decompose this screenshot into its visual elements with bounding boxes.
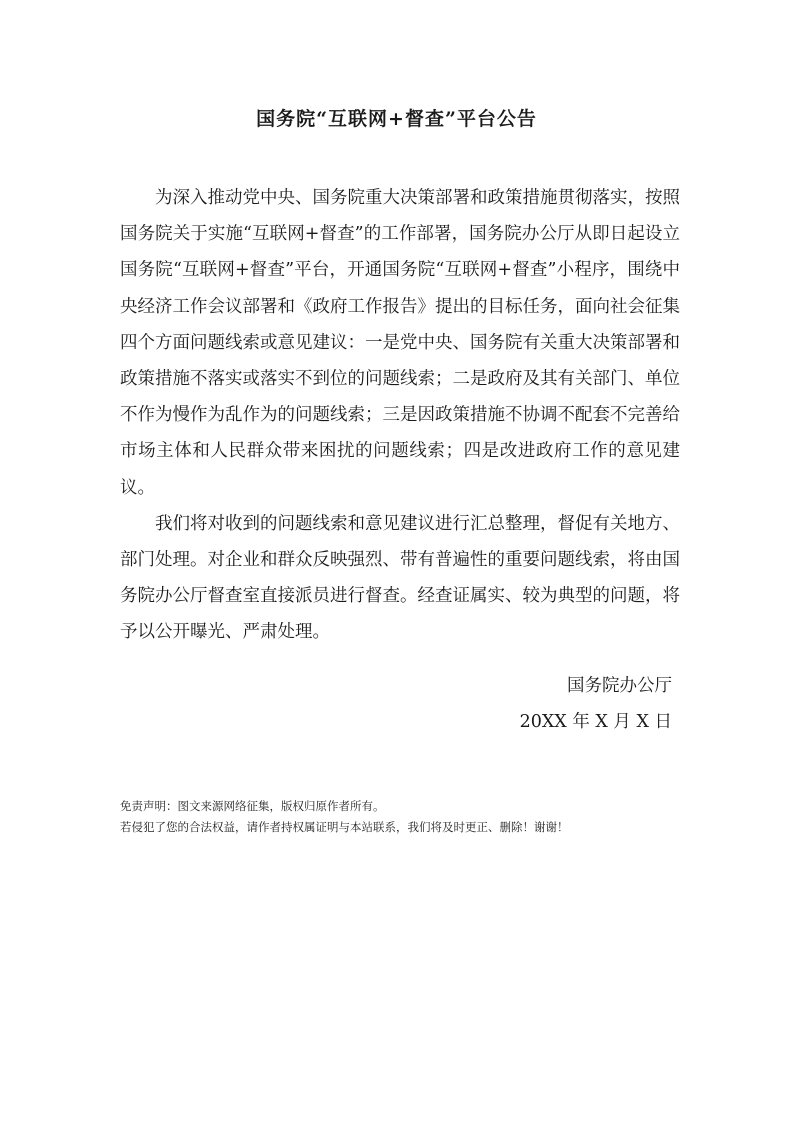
document-body <box>120 180 680 651</box>
disclaimer <box>120 796 720 838</box>
disclaimer-line: 免责声明：图文来源网络征集，版权归原作者所有。 <box>120 799 385 813</box>
page-title: 国务院“互联网+督查”平台公告 <box>256 108 537 130</box>
body-paragraph: 为深入推动党中央、国务院重大决策部署和政策措施贯彻落实，按照国务院关于实施“互联网+督查”的工作部署，国务院办公厅从即日起设立国务院“互联网+督查”平台，开通国务院“互联网+督查”小程序，围绕中央经济工作会议部署和《政府工作报告》提出的目标任务，面向社会征集四个方面问题线索或意见建议：一是党中央、国务院有关重大决策部署和政策措施不落实或落实不到位的问题线索；二是政府及其有关部门、单位不作为慢作为乱作为的问题线索；三是因政策措施不协调不配套不完善给市场主体和人民群众带来困扰的问题线索；四是改进政府工作的意见建议。 <box>120 188 680 498</box>
disclaimer-line: 若侵犯了您的合法权益，请作者持权属证明与本站联系，我们将及时更正、删除！谢谢！ <box>120 820 569 834</box>
signature-date: 20XX 年 X 月 X 日 <box>519 712 672 732</box>
body-paragraph: 我们将对收到的问题线索和意见建议进行汇总整理，督促有关地方、部门处理。对企业和群众反映强烈、带有普遍性的重要问题线索，将由国务院办公厅督查室直接派员进行督查。经查证属实、较为典型的问题，将予以公开曝光、严肃处理。 <box>120 513 680 643</box>
signature-organization: 国务院办公厅 <box>567 676 672 696</box>
